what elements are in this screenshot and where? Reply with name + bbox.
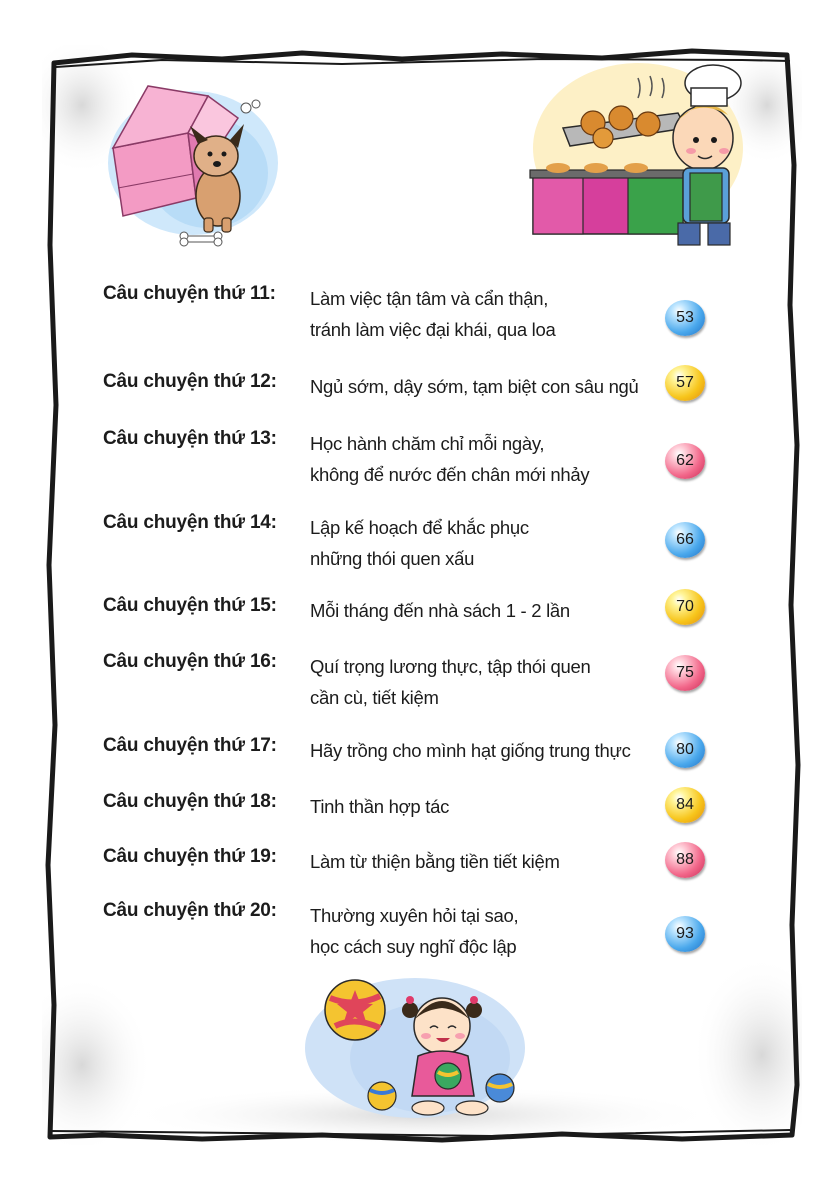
page-number-badge: 62 (665, 443, 705, 479)
toc-entry-label: Câu chuyện thứ 19: (103, 846, 277, 867)
toc-entry-label: Câu chuyện thứ 12: (103, 371, 277, 392)
table-of-contents (103, 283, 723, 983)
toc-entry-title (310, 900, 518, 962)
toc-entry-title (310, 595, 570, 626)
page-number-badge: 84 (665, 787, 705, 823)
toc-entry-label: Câu chuyện thứ 14: (103, 512, 277, 533)
toc-entry-title-line: Học hành chăm chỉ mỗi ngày, (310, 433, 545, 454)
girl-with-balls-illustration (300, 968, 525, 1123)
toc-entry-title-line: Làm việc tận tâm và cẩn thận, (310, 288, 549, 309)
page-number-badge: 57 (665, 365, 705, 401)
baker-boy-illustration (528, 58, 743, 253)
page-number-badge: 88 (665, 842, 705, 878)
toc-entry-title-line: Làm từ thiện bằng tiền tiết kiệm (310, 851, 560, 872)
page-number-badge: 70 (665, 589, 705, 625)
toc-entry-label: Câu chuyện thứ 20: (103, 900, 277, 921)
toc-entry-title-line: Ngủ sớm, dậy sớm, tạm biệt con sâu ngủ (310, 376, 639, 397)
toc-entry-title-line: Tinh thần hợp tác (310, 796, 450, 817)
toc-entry-title-line: Mỗi tháng đến nhà sách 1 - 2 lần (310, 600, 570, 621)
toc-entry-title (310, 846, 560, 877)
toc-entry-title-line: cần cù, tiết kiệm (310, 687, 439, 708)
page-number-badge: 53 (665, 300, 705, 336)
toc-entry-title-line: không để nước đến chân mới nhảy (310, 464, 590, 485)
page-number-badge: 80 (665, 732, 705, 768)
toc-entry-title (310, 651, 590, 713)
toc-entry-title (310, 371, 639, 402)
page-number-badge: 75 (665, 655, 705, 691)
toc-entry-title (310, 735, 631, 766)
toc-entry-title-line: Quí trọng lương thực, tập thói quen (310, 656, 591, 677)
toc-entry-label: Câu chuyện thứ 18: (103, 791, 277, 812)
toc-entry-title (310, 512, 529, 574)
toc-entry-label: Câu chuyện thứ 15: (103, 595, 277, 616)
toc-entry-title-line: những thói quen xấu (310, 548, 475, 569)
toc-entry-label: Câu chuyện thứ 17: (103, 735, 277, 756)
toc-entry-title (310, 791, 449, 822)
page-number-badge: 66 (665, 522, 705, 558)
toc-entry-title-line: học cách suy nghĩ độc lập (310, 936, 517, 957)
toc-entry-label: Câu chuyện thứ 13: (103, 428, 277, 449)
toc-entry-label: Câu chuyện thứ 11: (103, 283, 276, 304)
dog-and-box-illustration (78, 78, 278, 253)
toc-entry-title-line: Lập kế hoạch để khắc phục (310, 517, 529, 538)
toc-entry-title (310, 428, 589, 490)
toc-entry-title-line: Hãy trồng cho mình hạt giống trung thực (310, 740, 631, 761)
page-number-badge: 93 (665, 916, 705, 952)
toc-entry-title-line: Thường xuyên hỏi tại sao, (310, 905, 519, 926)
toc-entry-title-line: tránh làm việc đại khái, qua loa (310, 319, 556, 340)
toc-entry-label: Câu chuyện thứ 16: (103, 651, 277, 672)
toc-entry-title (310, 283, 555, 345)
